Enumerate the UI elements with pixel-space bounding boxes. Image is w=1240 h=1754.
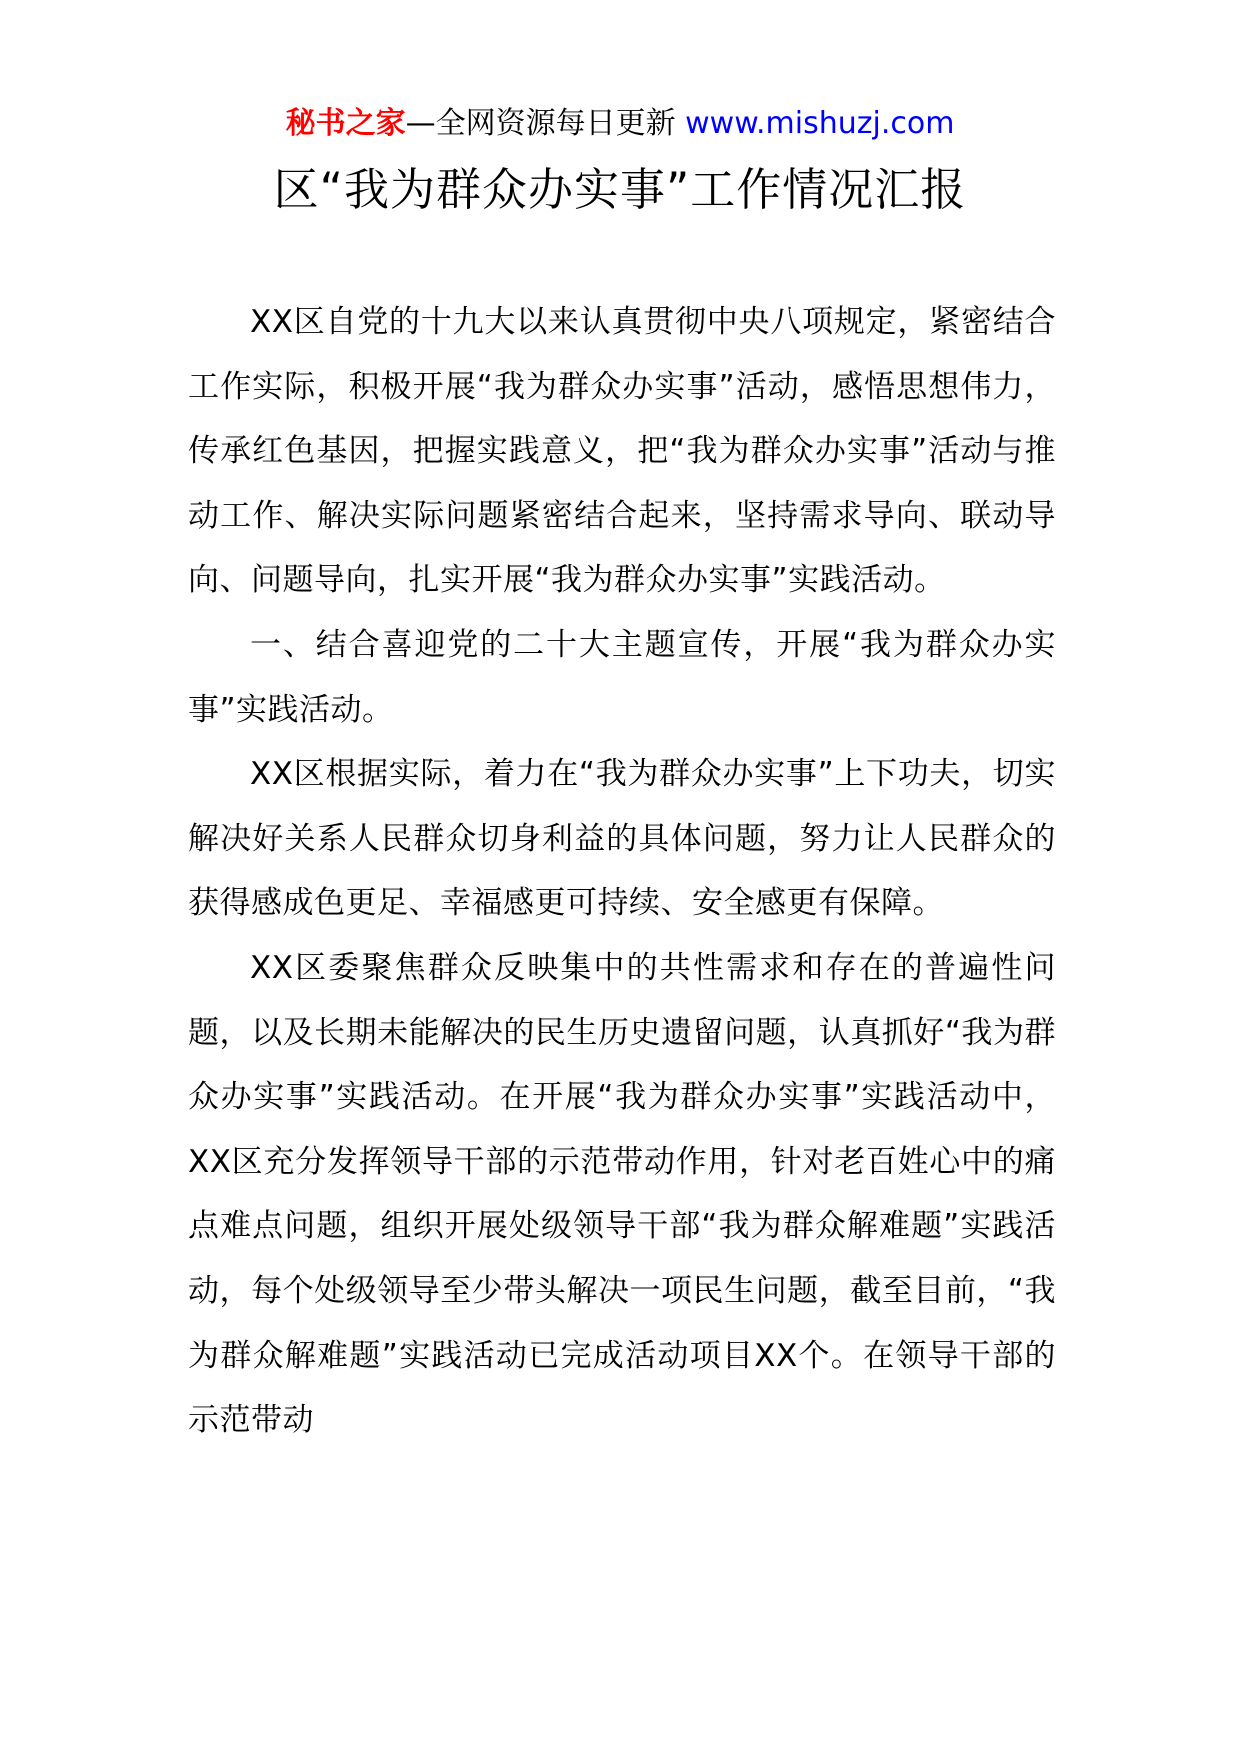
document-title: 区“我为群众办实事”工作情况汇报 [273,163,967,216]
paragraph-intro: XX区自党的十九大以来认真贯彻中央八项规定，紧密结合工作实际，积极开展“我为群众办实事”活动，感悟思想伟力，传承红色基因，把握实践意义，把“我为群众办实事”活动与推动工作、解决实际问题紧密结合起来，坚持需求导向、联动导向、问题导向，扎实开展“我为群众办实事”实践活动。 [188,304,1056,599]
paragraph-2: XX区根据实际，着力在“我为群众办实事”上下功夫，切实解决好关系人民群众切身利益的具体问题，努力让人民群众的获得感成色更足、幸福感更可持续、安全感更有保障。 [188,756,1056,922]
header-slogan: —全网资源每日更新 [405,106,676,141]
site-url-link[interactable]: www.mishuzj.com [685,106,955,141]
site-header-banner [0,104,1240,144]
document-body [188,290,1056,1453]
paragraph-3: XX区委聚焦群众反映集中的共性需求和存在的普遍性问题，以及长期未能解决的民生历史遗留问题，认真抓好“我为群众办实事”实践活动。在开展“我为群众办实事”实践活动中，XX区充分发挥领导干部的示范带动作用，针对老百姓心中的痛点难点问题，组织开展处级领导干部“我为群众解难题”实践活动，每个处级领导至少带头解决一项民生问题，截至目前，“我为群众解难题”实践活动已完成活动项目XX个。在领导干部的示范带动 [188,949,1056,1439]
section-heading-1: 一、结合喜迎党的二十大主题宣传，开展“我为群众办实事”实践活动。 [188,626,1056,728]
brand-name: 秘书之家 [285,106,406,141]
